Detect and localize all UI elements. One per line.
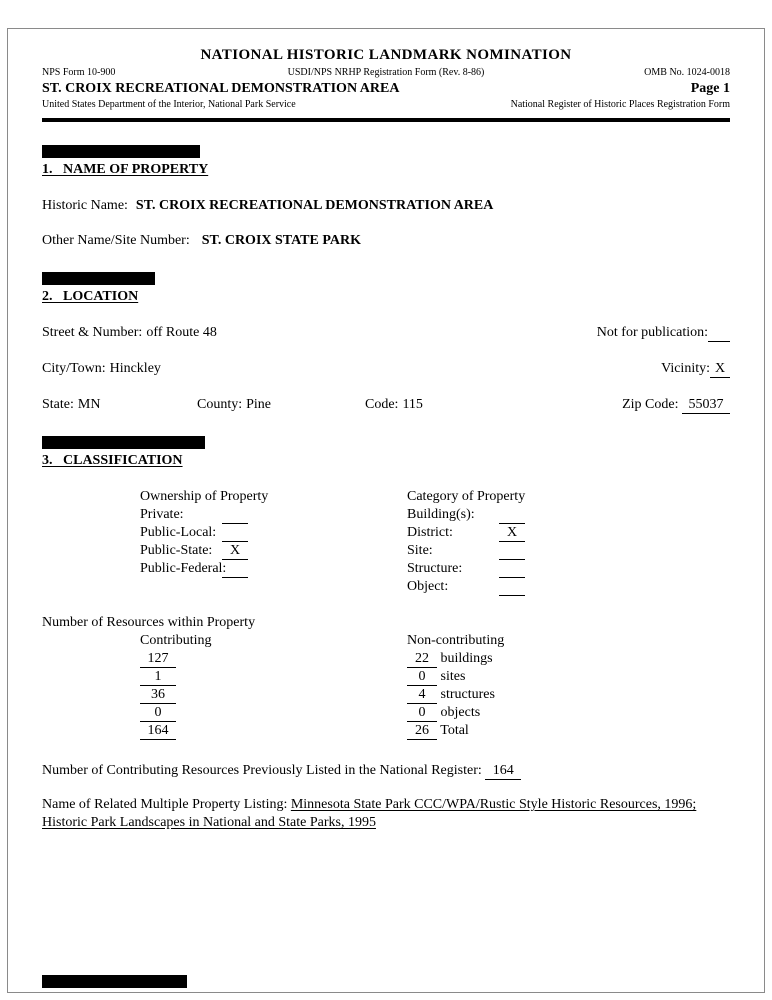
- vicinity-label: Vicinity:: [661, 361, 710, 376]
- category-label: Site:: [407, 543, 433, 558]
- street-field: [42, 324, 217, 342]
- contributing-column: [140, 632, 407, 740]
- ownership-blank: X: [222, 543, 248, 560]
- not-for-publication-label: Not for publication:: [596, 325, 708, 340]
- historic-name-label: Historic Name:: [42, 198, 128, 213]
- category-row: [407, 506, 730, 524]
- register-form-name: National Register of Historic Places Registration Form: [510, 99, 730, 110]
- ownership-label: Private:: [140, 507, 184, 522]
- not-for-publication-field: [597, 324, 730, 342]
- property-title-row: [42, 81, 730, 97]
- category-label: Object:: [407, 579, 449, 594]
- noncontributing-count: 0: [407, 705, 437, 722]
- classification-grid: [42, 488, 730, 596]
- contributing-count-row: [140, 686, 407, 704]
- ownership-row: [140, 542, 407, 560]
- zip-field: [622, 396, 730, 414]
- category-blank: [499, 543, 525, 560]
- multiple-property-value: Minnesota State Park CCC/WPA/Rustic Style Historic Resources, 1996; Historic Park Landscapes in National and State Parks, 1995: [42, 797, 697, 830]
- category-blank: X: [499, 525, 525, 542]
- category-row: [407, 542, 730, 560]
- section1-heading: 1. NAME OF PROPERTY: [42, 162, 209, 177]
- state-value: MN: [77, 397, 101, 412]
- form-number: NPS Form 10-900: [42, 67, 116, 78]
- ownership-label: Public-Local:: [140, 525, 217, 540]
- state-field: [42, 396, 197, 414]
- noncontributing-count-row: [407, 668, 730, 686]
- contributing-heading: Contributing: [140, 633, 212, 648]
- other-name-label: Other Name/Site Number:: [42, 233, 190, 248]
- code-value: 115: [402, 397, 423, 412]
- section2-divider-bar: [42, 272, 155, 285]
- page-content: [0, 46, 772, 832]
- noncontributing-count-row: [407, 722, 730, 740]
- form-meta-row: [42, 67, 730, 79]
- ownership-row: [140, 506, 407, 524]
- property-name: ST. CROIX RECREATIONAL DEMONSTRATION AREA: [42, 81, 400, 96]
- category-blank: [499, 507, 525, 524]
- noncontributing-column: [407, 632, 730, 740]
- county-label: County:: [197, 397, 243, 412]
- previously-listed-label: Number of Contributing Resources Previously Listed in the National Register:: [42, 763, 482, 778]
- noncontributing-count: 4: [407, 687, 437, 704]
- category-row: [407, 578, 730, 596]
- state-label: State:: [42, 397, 74, 412]
- category-heading: Category of Property: [407, 489, 526, 504]
- previously-listed-blank: 164: [485, 763, 521, 780]
- contributing-count: 1: [140, 669, 176, 686]
- ownership-column: [140, 488, 407, 596]
- noncontributing-count-row: [407, 704, 730, 722]
- category-column: [407, 488, 730, 596]
- county-field: [197, 396, 365, 414]
- category-row: [407, 560, 730, 578]
- section3-heading: 3. CLASSIFICATION: [42, 453, 183, 468]
- contributing-count: 164: [140, 723, 176, 740]
- omb-number: OMB No. 1024-0018: [644, 67, 730, 78]
- ownership-blank: [222, 561, 248, 578]
- contributing-count-row: [140, 722, 407, 740]
- header-rule: [42, 118, 730, 122]
- city-field: [42, 360, 161, 378]
- agency-name: United States Department of the Interior, National Park Service: [42, 99, 296, 110]
- other-name-value: ST. CROIX STATE PARK: [201, 233, 361, 248]
- contributing-count: 127: [140, 651, 176, 668]
- historic-name-row: [42, 197, 730, 215]
- contributing-count-row: [140, 668, 407, 686]
- historic-name-value: ST. CROIX RECREATIONAL DEMONSTRATION AREA: [135, 198, 494, 213]
- ownership-row: [140, 560, 407, 578]
- state-row: [42, 396, 730, 414]
- zip-blank: 55037: [682, 397, 730, 414]
- form-revision: USDI/NPS NRHP Registration Form (Rev. 8-86): [287, 67, 485, 78]
- resources-heading: Number of Resources within Property: [42, 615, 256, 630]
- category-blank: [499, 579, 525, 596]
- category-label: Building(s):: [407, 507, 475, 522]
- multiple-property-label: Name of Related Multiple Property Listing:: [42, 797, 288, 812]
- resource-type-label: Total: [440, 723, 469, 738]
- noncontributing-count: 22: [407, 651, 437, 668]
- multiple-property-row: [42, 796, 730, 832]
- noncontributing-count-row: [407, 686, 730, 704]
- previously-listed-row: [42, 762, 730, 780]
- noncontributing-count: 26: [407, 723, 437, 740]
- ownership-heading: Ownership of Property: [140, 489, 269, 504]
- ownership-blank: [222, 525, 248, 542]
- county-value: Pine: [246, 397, 272, 412]
- category-label: District:: [407, 525, 453, 540]
- section4-divider-bar: [42, 975, 187, 988]
- contributing-count-row: [140, 650, 407, 668]
- section3-divider-bar: [42, 436, 205, 449]
- city-row: [42, 360, 730, 378]
- resource-type-label: sites: [440, 669, 466, 684]
- section2-heading: 2. LOCATION: [42, 289, 139, 304]
- resource-type-label: objects: [440, 705, 481, 720]
- ownership-label: Public-State:: [140, 543, 213, 558]
- vicinity-field: [661, 360, 730, 378]
- street-label: Street & Number:: [42, 325, 143, 340]
- document-title: NATIONAL HISTORIC LANDMARK NOMINATION: [200, 47, 572, 63]
- contributing-count: 36: [140, 687, 176, 704]
- page-number: Page 1: [690, 81, 730, 96]
- noncontributing-count-row: [407, 650, 730, 668]
- vicinity-blank: X: [710, 361, 730, 378]
- other-name-row: [42, 232, 730, 250]
- category-blank: [499, 561, 525, 578]
- resource-type-label: structures: [440, 687, 495, 702]
- city-value: Hinckley: [109, 361, 161, 376]
- code-field: [365, 396, 622, 414]
- street-row: [42, 324, 730, 342]
- zip-label: Zip Code:: [622, 397, 679, 412]
- agency-row: [42, 99, 730, 111]
- street-value: off Route 48: [146, 325, 217, 340]
- noncontributing-heading: Non-contributing: [407, 633, 505, 648]
- resources-grid: [42, 632, 730, 740]
- not-for-publication-blank: [708, 325, 730, 342]
- ownership-label: Public-Federal:: [140, 561, 227, 576]
- contributing-count: 0: [140, 705, 176, 722]
- section1-divider-bar: [42, 145, 200, 158]
- category-label: Structure:: [407, 561, 463, 576]
- code-label: Code:: [365, 397, 399, 412]
- noncontributing-count: 0: [407, 669, 437, 686]
- ownership-blank: [222, 507, 248, 524]
- ownership-row: [140, 524, 407, 542]
- category-row: [407, 524, 730, 542]
- city-label: City/Town:: [42, 361, 106, 376]
- resource-type-label: buildings: [440, 651, 493, 666]
- contributing-count-row: [140, 704, 407, 722]
